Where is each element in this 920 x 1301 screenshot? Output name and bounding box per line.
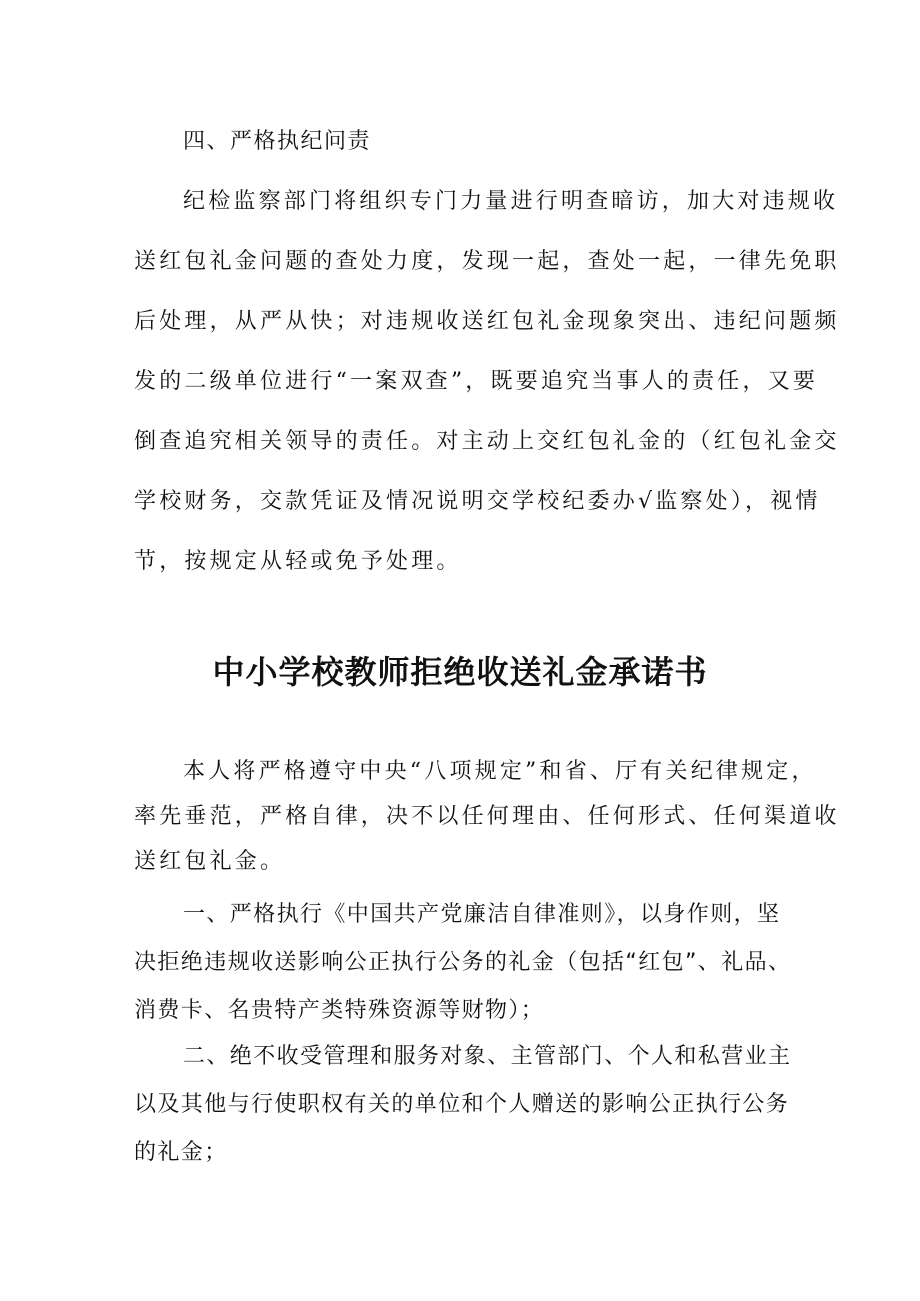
pledge-item-line: 一、严格执行《中国共产党廉洁自律准则》，以身作则，坚 xyxy=(183,902,781,927)
pledge-item-line: 二、绝不收受管理和服务对象、主管部门、个人和私营业主 xyxy=(183,1044,792,1069)
pledge-item-line: 以及其他与行使职权有关的单位和个人赠送的影响公正执行公务 xyxy=(134,1092,790,1117)
document-title: 中小学校教师拒绝收送礼金承诺书 xyxy=(212,653,708,691)
paragraph-line: 发的二级单位进行“一案双查”，既要追究当事人的责任，又要 xyxy=(134,369,819,394)
paragraph-line: 后处理，从严从快；对违规收送红包礼金现象突出、违纪问题频 xyxy=(134,309,840,334)
pledge-item-line: 决拒绝违规收送影响公正执行公务的礼金（包括“红包”、礼品、 xyxy=(134,950,792,975)
paragraph-line: 纪检监察部门将组织专门力量进行明查暗访，加大对违规收 xyxy=(183,189,839,214)
paragraph-line: 节，按规定从轻或免予处理。 xyxy=(134,549,462,574)
section-heading: 四、严格执纪问责 xyxy=(183,129,372,154)
pledge-item-line: 的礼金； xyxy=(134,1140,228,1165)
pledge-item-line: 消费卡、名贵特产类特殊资源等财物）； xyxy=(134,998,545,1023)
paragraph-line: 送红包礼金问题的查处力度，发现一起，查处一起，一律先免职 xyxy=(134,249,840,274)
paragraph-line: 学校财务，交款凭证及情况说明交学校纪委办√监察处），视情 xyxy=(134,489,821,514)
paragraph-line: 倒查追究相关领导的责任。对主动上交红包礼金的（红包礼金交 xyxy=(134,429,840,454)
paragraph-line: 率先垂范，严格自律，决不以任何理由、任何形式、任何渠道收 xyxy=(134,804,840,829)
paragraph-line: 送红包礼金。 xyxy=(134,849,286,874)
paragraph-line: 本人将严格遵守中央“八项规定”和省、厅有关纪律规定， xyxy=(183,759,817,784)
